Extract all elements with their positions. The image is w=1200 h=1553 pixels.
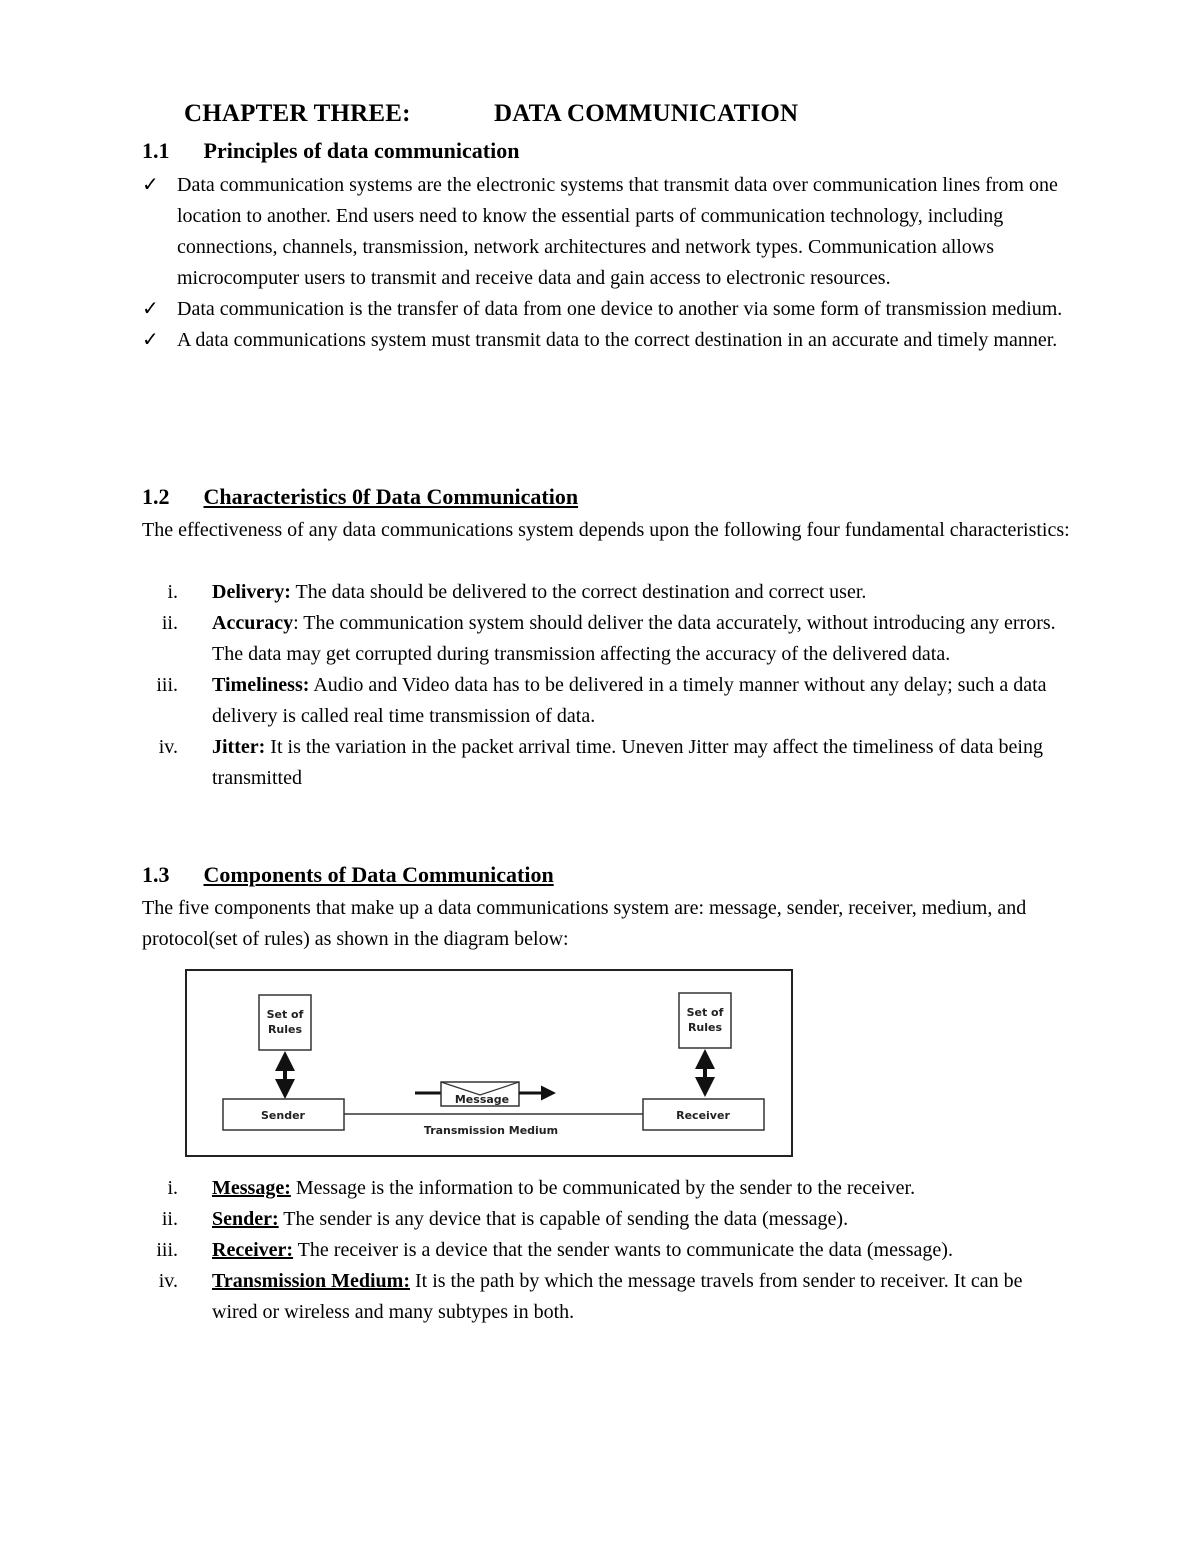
rules-box-left bbox=[259, 995, 311, 1050]
section-heading-1-2 bbox=[142, 484, 578, 510]
list-numeral: ii. bbox=[161, 612, 178, 634]
check-mark-icon: ✓ bbox=[142, 174, 159, 196]
rules-box-right bbox=[679, 993, 731, 1048]
check-mark-icon: ✓ bbox=[142, 329, 159, 351]
sender-label: Sender bbox=[261, 1109, 305, 1122]
list-item bbox=[142, 1204, 1072, 1235]
diagram-canvas bbox=[187, 971, 791, 1155]
list-item-text: Data communication systems are the electronic systems that transmit data over communication lines from one location to another. End users need to know the essential parts of communication technology, including connections, channels, transmission, network architectures and network types. Communication allows microcomputer users to transmit and receive data and gain access to electronic resources. bbox=[177, 174, 1058, 289]
medium-label: Transmission Medium bbox=[423, 1124, 559, 1137]
list-term: Receiver: bbox=[212, 1239, 294, 1261]
list-item-text: Message is the information to be communicated by the sender to the receiver. bbox=[290, 1177, 916, 1199]
list-item-text: It is the path by which the message travels from sender to receiver. It can be wired or wireless and many subtypes in both. bbox=[212, 1270, 1023, 1323]
section-number: 1.2 bbox=[142, 484, 170, 509]
list-item bbox=[142, 170, 1072, 294]
list-item-text: : The communication system should deliver the data accurately, without introducing any errors. The data may get corrupted during transmission affecting the accuracy of the delivered data. bbox=[212, 612, 1056, 665]
list-item bbox=[142, 294, 1072, 325]
characteristics-list bbox=[142, 577, 1072, 794]
list-item bbox=[142, 1266, 1072, 1328]
list-numeral: iv. bbox=[158, 1270, 178, 1292]
list-term: Accuracy bbox=[212, 612, 294, 634]
list-term: Jitter: bbox=[212, 736, 266, 758]
rules-left-line1: Set of bbox=[266, 1008, 304, 1021]
rules-left-line2: Rules bbox=[267, 1023, 303, 1036]
principles-list bbox=[142, 170, 1072, 356]
chapter-label: CHAPTER THREE: bbox=[184, 100, 411, 127]
rules-right-line1: Set of bbox=[686, 1006, 724, 1019]
list-item-text: It is the variation in the packet arrival time. Uneven Jitter may affect the timeliness of data being transmitted bbox=[212, 736, 1043, 789]
list-item bbox=[142, 1173, 1072, 1204]
sender-box bbox=[223, 1099, 344, 1130]
list-item bbox=[142, 670, 1072, 732]
list-item bbox=[142, 577, 1072, 608]
characteristics-intro: The effectiveness of any data communications system depends upon the following four fundamental characteristics: bbox=[142, 519, 1070, 541]
list-term: Timeliness: bbox=[212, 674, 310, 696]
section-heading-1-3 bbox=[142, 862, 554, 888]
data-communication-diagram bbox=[185, 969, 793, 1157]
list-item bbox=[142, 732, 1072, 794]
receiver-box bbox=[643, 1099, 764, 1130]
list-item-text: The sender is any device that is capable of sending the data (message). bbox=[278, 1208, 849, 1230]
section-heading-1-1 bbox=[142, 138, 519, 164]
list-item-text: The data should be delivered to the correct destination and correct user. bbox=[290, 581, 867, 603]
section-title: Principles of data communication bbox=[203, 138, 520, 163]
list-term: Delivery: bbox=[212, 581, 291, 603]
list-term: Sender: bbox=[212, 1208, 279, 1230]
rules-right-line2: Rules bbox=[687, 1021, 723, 1034]
chapter-topic: DATA COMMUNICATION bbox=[494, 100, 799, 127]
list-term: Message: bbox=[212, 1177, 291, 1199]
section-number: 1.1 bbox=[142, 138, 170, 163]
components-list bbox=[142, 1173, 1072, 1328]
list-item bbox=[142, 1235, 1072, 1266]
list-numeral: iii. bbox=[156, 1239, 178, 1261]
list-term: Transmission Medium: bbox=[212, 1270, 410, 1292]
list-numeral: i. bbox=[167, 1177, 178, 1199]
chapter-title bbox=[184, 100, 799, 128]
section-title: Components of Data Communication bbox=[203, 862, 554, 887]
list-item-text: A data communications system must transmit data to the correct destination in an accurate and timely manner. bbox=[177, 329, 1058, 351]
message-envelope bbox=[415, 1082, 553, 1106]
list-numeral: iv. bbox=[158, 736, 178, 758]
list-item-text: Data communication is the transfer of data from one device to another via some form of transmission medium. bbox=[177, 298, 1063, 320]
components-intro: The five components that make up a data communications system are: message, sender, receiver, medium, and protocol(set of rules) as shown in the diagram below: bbox=[142, 897, 1027, 950]
check-mark-icon: ✓ bbox=[142, 298, 159, 320]
list-item-text: The receiver is a device that the sender wants to communicate the data (message). bbox=[293, 1239, 953, 1261]
message-label: Message bbox=[454, 1093, 510, 1106]
list-item-text: Audio and Video data has to be delivered in a timely manner without any delay; such a data delivery is called real time transmission of data. bbox=[212, 674, 1047, 727]
section-title: Characteristics 0f Data Communication bbox=[203, 484, 579, 509]
receiver-label: Receiver bbox=[676, 1109, 730, 1122]
list-numeral: ii. bbox=[161, 1208, 178, 1230]
list-numeral: iii. bbox=[156, 674, 178, 696]
section-number: 1.3 bbox=[142, 862, 170, 887]
list-numeral: i. bbox=[167, 581, 178, 603]
list-item bbox=[142, 325, 1072, 356]
list-item bbox=[142, 608, 1072, 670]
